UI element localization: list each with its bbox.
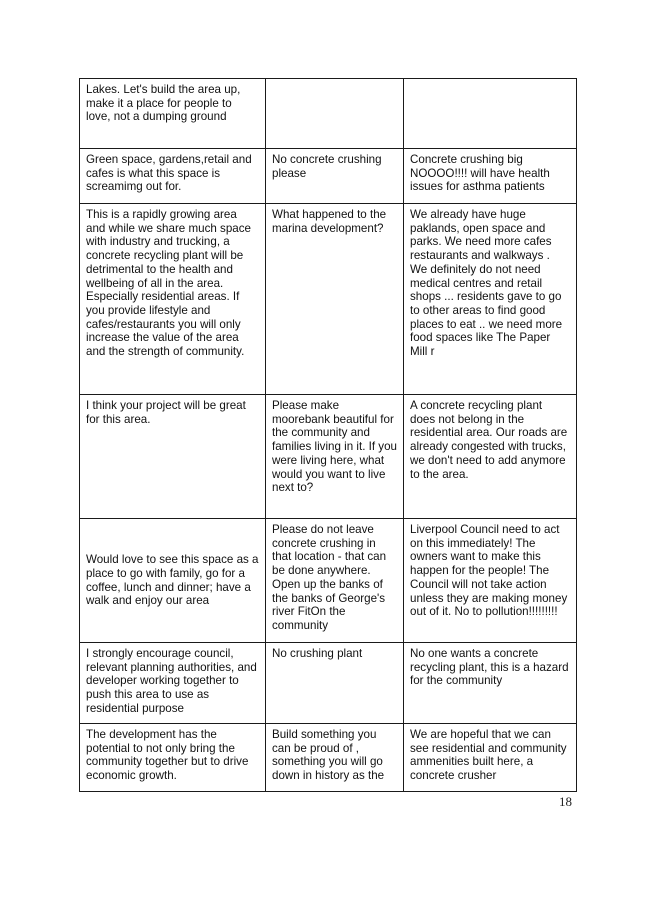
table-cell: No crushing plant <box>266 643 404 724</box>
table-cell: Please make moorebank beautiful for the community and families living in it. If you were living here, what would you want to live next to? <box>266 395 404 519</box>
table-cell: Please do not leave concrete crushing in that location - that can be done anywhere. Open up the banks of the banks of George's river FitOn the community <box>266 519 404 643</box>
table-row <box>80 395 577 519</box>
table-row <box>80 79 577 149</box>
table-cell: Lakes. Let's build the area up, make it a place for people to love, not a dumping ground <box>80 79 266 149</box>
table-cell: We are hopeful that we can see residential and community ammenities built here, a concrete crusher <box>404 724 577 792</box>
table-cell: What happened to the marina development? <box>266 204 404 395</box>
table-cell: A concrete recycling plant does not belong in the residential area. Our roads are already congested with trucks, we don't need to add anymore to the area. <box>404 395 577 519</box>
table-cell: No one wants a concrete recycling plant, this is a hazard for the community <box>404 643 577 724</box>
table-cell: Liverpool Council need to act on this immediately! The owners want to make this happen for the people! The Council will not take action unless they are making money out of it. No to pollution!!!!!!!!! <box>404 519 577 643</box>
table-cell: Build something you can be proud of , something you will go down in history as the <box>266 724 404 792</box>
table-cell: I think your project will be great for this area. <box>80 395 266 519</box>
table-row <box>80 149 577 204</box>
feedback-table <box>79 78 577 792</box>
table-cell <box>266 79 404 149</box>
table-cell <box>404 79 577 149</box>
page-number: 18 <box>559 794 572 809</box>
table-cell: I strongly encourage council, relevant planning authorities, and developer working together to push this area to use as residential purpose <box>80 643 266 724</box>
table-row <box>80 204 577 395</box>
table-cell: Concrete crushing big NOOOO!!!! will have health issues for asthma patients <box>404 149 577 204</box>
table-cell: We already have huge paklands, open space and parks. We need more cafes restaurants and walkways . We definitely do not need medical centres and retail shops ... residents gave to go to other areas to find good places to eat .. we need more food spaces like The Paper Mill r <box>404 204 577 395</box>
table-cell: No concrete crushing please <box>266 149 404 204</box>
table-cell: Would love to see this space as a place to go with family, go for a coffee, lunch and dinner; have a walk and enjoy our area <box>80 519 266 643</box>
table-cell: This is a rapidly growing area and while we share much space with industry and trucking, a concrete recycling plant will be detrimental to the health and wellbeing of all in the area. Especially residential areas. If you provide lifestyle and cafes/restaurants you will only increase the value of the area and the strength of community. <box>80 204 266 395</box>
table-row <box>80 519 577 643</box>
table-row <box>80 724 577 792</box>
table-row <box>80 643 577 724</box>
table-cell: Green space, gardens,retail and cafes is what this space is screamimg out for. <box>80 149 266 204</box>
table-cell: The development has the potential to not only bring the community together but to drive economic growth. <box>80 724 266 792</box>
